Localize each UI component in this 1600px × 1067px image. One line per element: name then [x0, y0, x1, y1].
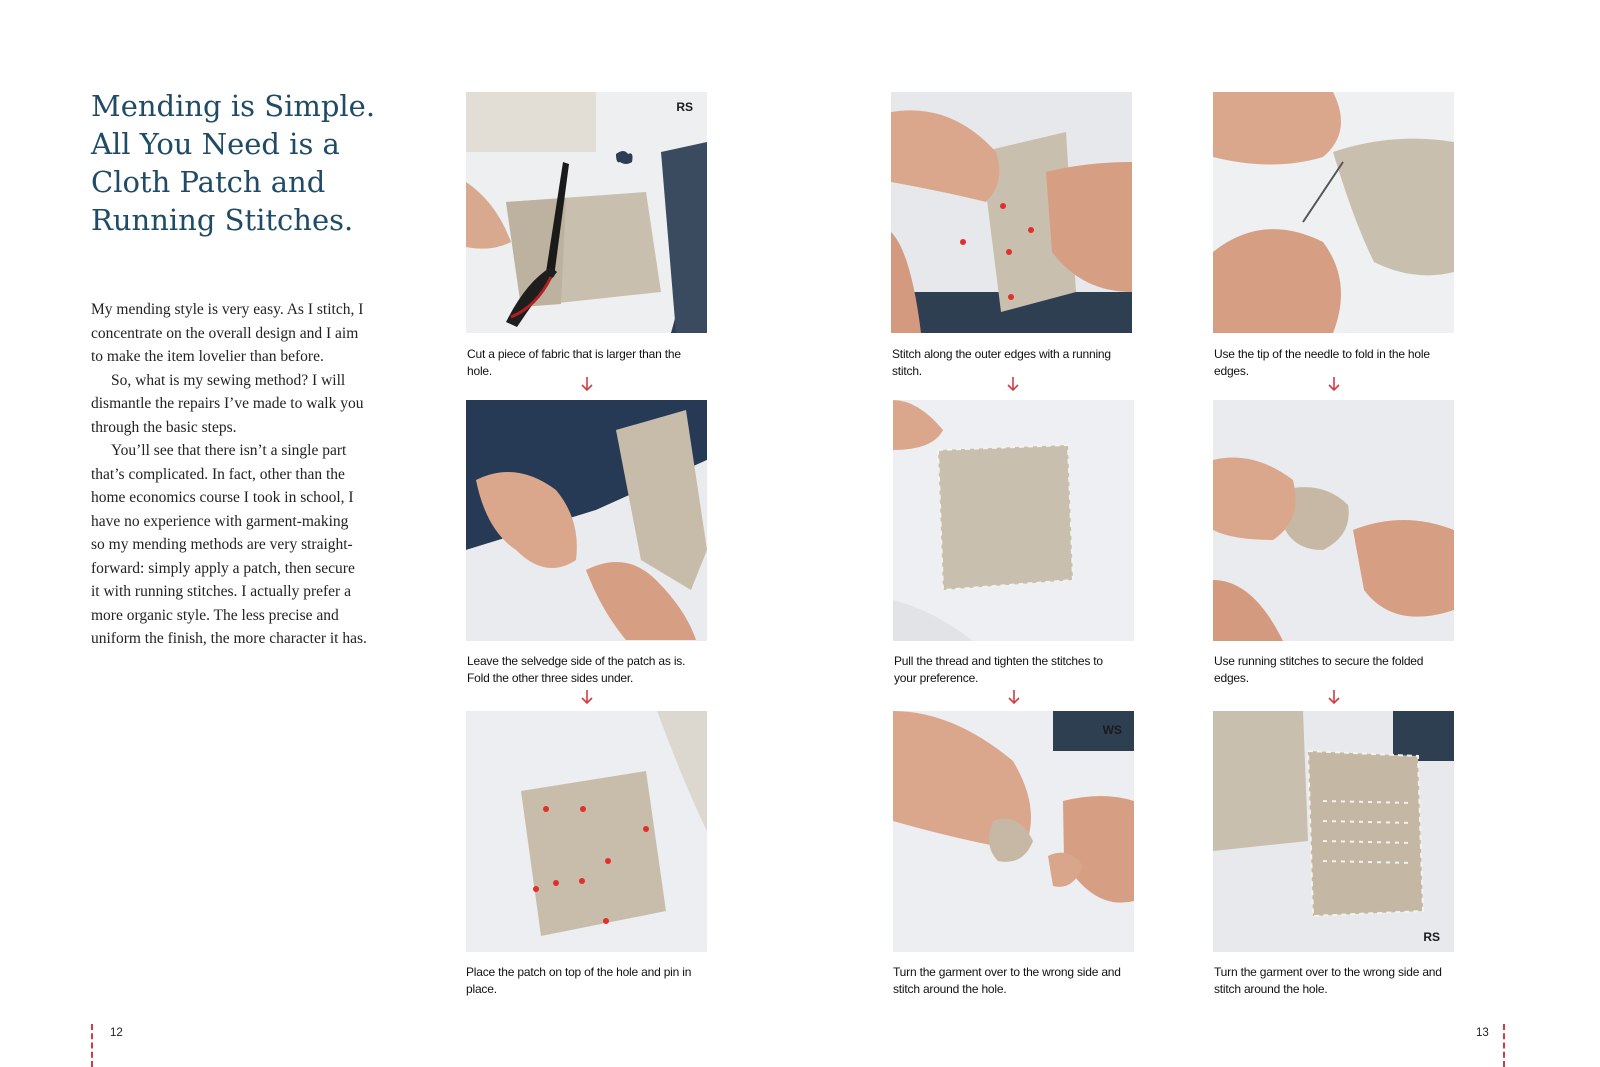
- left-folio-rule: [91, 1024, 93, 1067]
- down-arrow-icon: [580, 376, 594, 392]
- step-1-photo: [466, 92, 707, 333]
- step-6-photo: [893, 711, 1134, 952]
- step-5-photo: [893, 400, 1134, 641]
- left-page-number: 12: [110, 1027, 123, 1039]
- scissors-cutting-fabric-photo: [466, 92, 707, 333]
- down-arrow-icon: [580, 689, 594, 705]
- body-line: So, what is my sewing method? I will: [111, 371, 346, 389]
- body-line: dismantle the repairs I’ve made to walk you: [91, 395, 364, 412]
- caption-line: Cut a piece of fabric that is larger than the: [467, 347, 681, 361]
- caption-line: hole.: [467, 364, 493, 378]
- caption-line: stitch around the hole.: [893, 982, 1007, 996]
- caption-line: Stitch along the outer edges with a running: [892, 347, 1111, 361]
- down-arrow-icon: [1327, 376, 1341, 392]
- stitching-edges-photo: [891, 92, 1132, 333]
- down-arrow-icon: [1006, 376, 1020, 392]
- body-line: have no experience with garment-making: [91, 512, 349, 530]
- body-line: it with running stitches. I actually prefer a: [91, 583, 351, 600]
- body-line: forward: simply apply a patch, then secure: [91, 559, 355, 577]
- right-folio-rule: [1503, 1024, 1505, 1067]
- step-1-caption: [467, 346, 712, 380]
- step-8-photo: [1213, 400, 1454, 641]
- side-tag: RS: [1423, 930, 1440, 944]
- down-arrow-icon: [1007, 689, 1021, 705]
- step-7-caption: [1214, 346, 1459, 380]
- body-line: that’s complicated. In fact, other than the: [91, 465, 345, 483]
- step-3-caption: [466, 964, 711, 998]
- heading-line: Mending is Simple.: [91, 89, 376, 123]
- body-line: to make the item lovelier than before.: [91, 348, 324, 365]
- needle-folding-photo: [1213, 92, 1454, 333]
- wrong-side-hole-photo: [893, 711, 1134, 952]
- body-line: more organic style. The less precise and: [91, 606, 339, 624]
- step-3-photo: [466, 711, 707, 952]
- step-2-caption: [467, 653, 712, 687]
- stitched-patch-photo: [893, 400, 1134, 641]
- body-line: through the basic steps.: [91, 418, 237, 436]
- finished-patches-photo: [1213, 711, 1454, 952]
- step-2-photo: [466, 400, 707, 641]
- heading-line: Cloth Patch and: [91, 165, 326, 199]
- pinned-patch-photo: [466, 711, 707, 952]
- caption-line: stitch.: [892, 364, 922, 378]
- side-tag: RS: [676, 100, 693, 114]
- intro-body-text: [91, 298, 401, 651]
- caption-line: Use running stitches to secure the folded: [1214, 654, 1424, 668]
- heading-line: Running Stitches.: [91, 203, 354, 237]
- caption-line: edges.: [1214, 364, 1249, 378]
- down-arrow-icon: [1327, 689, 1341, 705]
- body-line: home economics course I took in school, I: [91, 489, 354, 506]
- body-line: My mending style is very easy. As I stitch, I: [91, 301, 364, 318]
- step-9-caption: [1214, 964, 1459, 998]
- body-line: You’ll see that there isn’t a single part: [111, 442, 347, 459]
- body-line: so my mending methods are very straight-: [91, 536, 353, 553]
- step-4-caption: [892, 346, 1137, 380]
- step-8-caption: [1214, 653, 1459, 687]
- caption-line: edges.: [1214, 671, 1249, 685]
- caption-line: your preference.: [894, 671, 979, 685]
- right-page-number: 13: [1476, 1027, 1489, 1039]
- caption-line: Use the tip of the needle to fold in the hole: [1214, 347, 1430, 361]
- caption-line: Turn the garment over to the wrong side and: [1214, 965, 1442, 979]
- step-4-photo: [891, 92, 1132, 333]
- caption-line: Place the patch on top of the hole and pin in: [466, 965, 692, 979]
- page-heading: [91, 87, 411, 239]
- side-tag: WS: [1102, 723, 1122, 737]
- securing-folded-edges-photo: [1213, 400, 1454, 641]
- caption-line: Fold the other three sides under.: [467, 671, 634, 685]
- body-line: uniform the finish, the more character it has.: [91, 630, 367, 647]
- caption-line: stitch around the hole.: [1214, 982, 1328, 996]
- folding-patch-photo: [466, 400, 707, 641]
- caption-line: Turn the garment over to the wrong side and: [893, 965, 1121, 979]
- caption-line: place.: [466, 982, 497, 996]
- caption-line: Pull the thread and tighten the stitches to: [894, 654, 1103, 668]
- caption-line: Leave the selvedge side of the patch as is.: [467, 654, 686, 668]
- body-line: concentrate on the overall design and I aim: [91, 324, 359, 342]
- step-6-caption: [893, 964, 1138, 998]
- heading-line: All You Need is a: [91, 127, 340, 161]
- step-7-photo: [1213, 92, 1454, 333]
- step-9-photo: [1213, 711, 1454, 952]
- step-5-caption: [894, 653, 1139, 687]
